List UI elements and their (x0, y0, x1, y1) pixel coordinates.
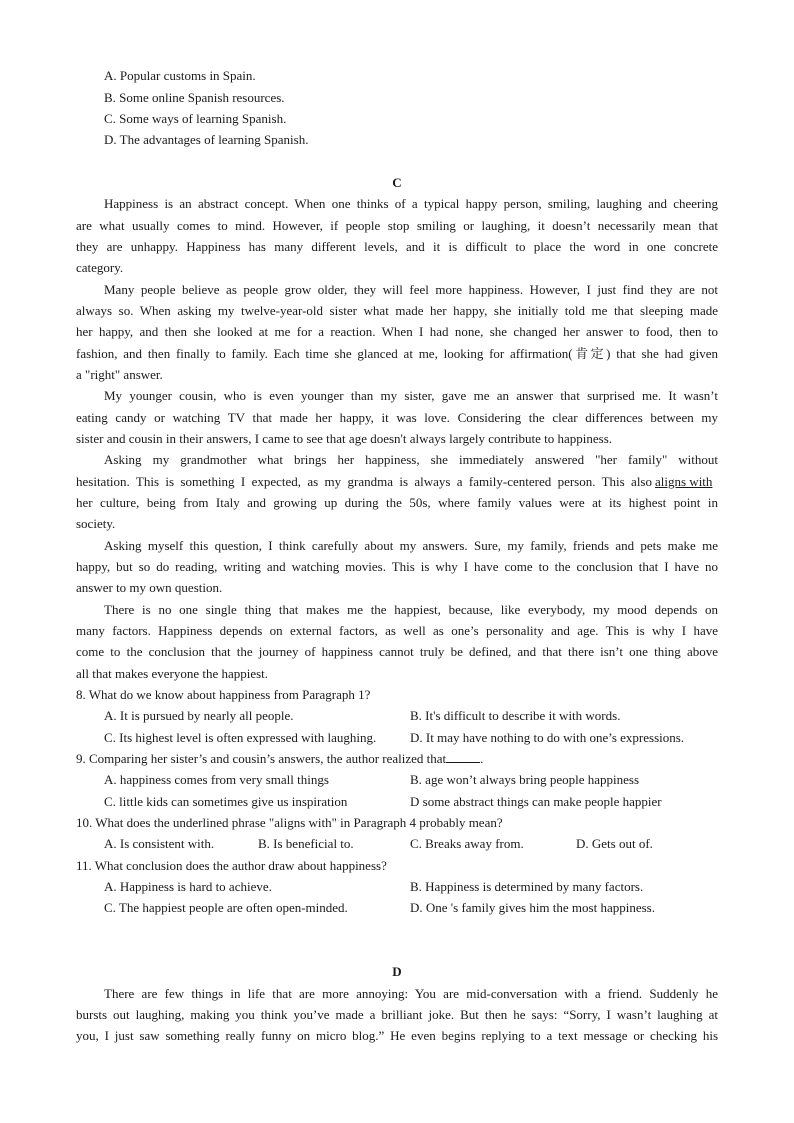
q8-option-a: A. It is pursued by nearly all people. (104, 708, 294, 723)
option-prev-d: D. The advantages of learning Spanish. (104, 132, 309, 147)
paragraph-line: always so. When asking my twelve-year-old sister what made her happy, she initially told me that sleeping made (76, 303, 718, 318)
question-9-text: 9. Comparing her sister’s and cousin’s answers, the author realized that (76, 751, 447, 766)
paragraph-line: society. (76, 516, 116, 531)
q9-option-b: B. age won’t always bring people happiness (410, 772, 640, 787)
q8-option-b: B. It's difficult to describe it with words. (410, 708, 621, 723)
paragraph-line: There are few things in life that are more annoying: You are mid-conversation with a friend. Suddenly he (104, 986, 718, 1001)
q9-option-c: C. little kids can sometimes give us inspiration (104, 794, 348, 809)
paragraph-line: many factors. Happiness depends on external factors, as well as one’s personality and age. This is why I have (76, 623, 718, 638)
q11-option-a: A. Happiness is hard to achieve. (104, 879, 272, 894)
q9-option-d: D some abstract things can make people happier (410, 794, 662, 809)
q10-option-d: D. Gets out of. (576, 836, 653, 851)
q10-option-b: B. Is beneficial to. (258, 836, 354, 851)
paragraph-line: fashion, and then finally to family. Each time she glanced at me, looking for affirmation(肯定) that she had given (76, 346, 718, 361)
paragraph-line: bursts out laughing, making you think you’ve made a brilliant joke. But then he says: “Sorry, I wasn’t laughing at (76, 1007, 718, 1022)
paragraph-line: sister and cousin in their answers, I came to see that age doesn't always largely contribute to happiness. (76, 431, 613, 446)
paragraph-line: My younger cousin, who is even younger than my sister, gave me an answer that surprised me. It wasn’t (104, 388, 718, 403)
paragraph-line: eating candy or watching TV that made her happy, it was love. Considering the clear differences between my (76, 410, 718, 425)
paragraph-line: There is no one single thing that makes me the happiest, because, like everybody, my mood depends on (104, 602, 718, 617)
paragraph-line: her happy, and then she looked at me for a reaction. When I had none, she changed her answer to food, then to (76, 324, 718, 339)
paragraph-line: Asking my grandmother what brings her happiness, she immediately answered "her family" without (104, 452, 718, 467)
question-9-stem (76, 751, 483, 767)
paragraph-line: happy, but so do reading, writing and watching movies. This is why I have come to the conclusion that I have no (76, 559, 718, 574)
paragraph-line: Happiness is an abstract concept. When one thinks of a typical happy person, smiling, laughing and cheering (104, 196, 718, 211)
paragraph-line: all that makes everyone the happiest. (76, 666, 269, 681)
paragraph-line: they are unhappy. Happiness has many different levels, and it is difficult to place the word in one concrete (76, 239, 718, 254)
paragraph-line: come to the conclusion that the journey of happiness cannot truly be defined, and that there isn’t one thing above (76, 644, 718, 659)
section-c-heading: C (392, 175, 402, 190)
paragraph-line: are what usually comes to mind. However, if people stop smiling or laughing, it doesn’t necessarily mean that (76, 218, 718, 233)
q9-option-a: A. happiness comes from very small things (104, 772, 329, 787)
paragraph-line: category. (76, 260, 124, 275)
paragraph-line: a "right" answer. (76, 367, 163, 382)
underlined-phrase (655, 474, 712, 490)
q8-option-c: C. Its highest level is often expressed with laughing. (104, 730, 377, 745)
section-d-heading: D (392, 964, 402, 979)
aligns-with-text: aligns with (655, 474, 713, 489)
paragraph-line: Asking myself this question, I think carefully about my answers. Sure, my family, friends and pets make me (104, 538, 718, 553)
answer-blank (446, 751, 480, 763)
question-11-stem: 11. What conclusion does the author draw about happiness? (76, 858, 387, 873)
question-10-stem: 10. What does the underlined phrase "aligns with" in Paragraph 4 probably mean? (76, 815, 503, 830)
question-9-end: . (480, 751, 484, 766)
paragraph-line: you, I just saw something really funny on micro blog.” He even begins replying to a text message or checking his (76, 1028, 718, 1043)
option-prev-b: B. Some online Spanish resources. (104, 90, 285, 105)
option-prev-a: A. Popular customs in Spain. (104, 68, 256, 83)
q10-option-c: C. Breaks away from. (410, 836, 524, 851)
paragraph-line: hesitation. This is something I expected, as my grandma is always a family-centered person. This also (76, 474, 652, 489)
q10-option-a: A. Is consistent with. (104, 836, 215, 851)
option-prev-c: C. Some ways of learning Spanish. (104, 111, 287, 126)
question-8-stem: 8. What do we know about happiness from Paragraph 1? (76, 687, 371, 702)
q8-option-d: D. It may have nothing to do with one’s expressions. (410, 730, 685, 745)
q11-option-b: B. Happiness is determined by many factors. (410, 879, 644, 894)
q11-option-c: C. The happiest people are often open-minded. (104, 900, 348, 915)
paragraph-line: her culture, being from Italy and growing up during the 50s, where family values were at its highest point in (76, 495, 718, 510)
paragraph-line: answer to my own question. (76, 580, 223, 595)
paragraph-line: Many people believe as people grow older, they will feel more happiness. However, I just find they are not (104, 282, 718, 297)
q11-option-d: D. One 's family gives him the most happiness. (410, 900, 655, 915)
